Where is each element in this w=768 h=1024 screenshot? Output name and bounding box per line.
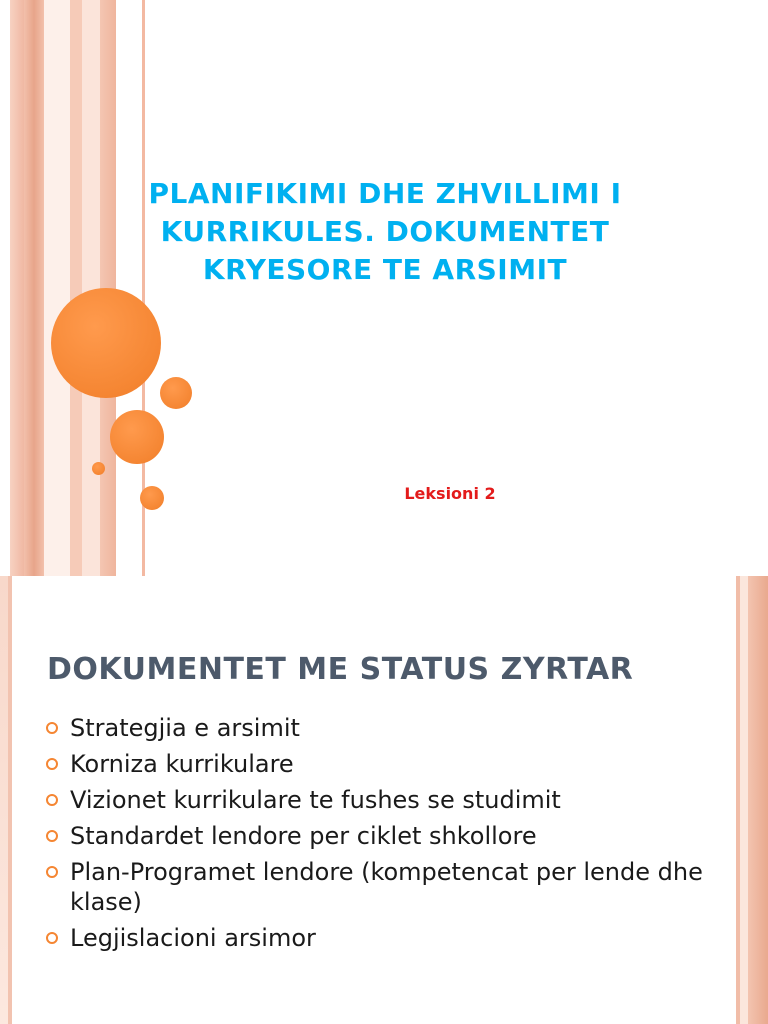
circle-bullet-icon	[46, 758, 58, 770]
list-item	[45, 713, 725, 743]
list-item	[45, 857, 725, 917]
decorative-circle-medium	[110, 410, 164, 464]
slide-title: DOKUMENTET ME STATUS ZYRTAR	[47, 652, 634, 687]
circle-bullet-icon	[46, 932, 58, 944]
circle-bullet-icon	[46, 830, 58, 842]
slide-title: PLANIFIKIMI DHE ZHVILLIMI I KURRIKULES. DOKUMENTET KRYESORE TE ARSIMIT	[148, 177, 622, 286]
circle-bullet-icon	[46, 794, 58, 806]
list-item-text: Standardet lendore per ciklet shkollore	[70, 822, 537, 850]
decorative-band	[0, 576, 8, 1024]
decorative-band	[748, 576, 768, 1024]
list-item-text: Plan-Programet lendore (kompetencat per lende dhe klase)	[70, 858, 703, 916]
circle-bullet-icon	[46, 722, 58, 734]
decorative-band	[24, 0, 44, 576]
list-item	[45, 785, 725, 815]
decorative-circle-large	[51, 288, 161, 398]
list-item-text: Strategjia e arsimit	[70, 714, 300, 742]
list-item	[45, 749, 725, 779]
decorative-band	[740, 576, 748, 1024]
slide-subtitle: Leksioni 2	[404, 484, 496, 503]
list-item-text: Korniza kurrikulare	[70, 750, 294, 778]
list-item	[45, 821, 725, 851]
decorative-band	[10, 0, 24, 576]
decorative-circle-small	[160, 377, 192, 409]
circle-bullet-icon	[46, 866, 58, 878]
decorative-circle-tiny	[92, 462, 105, 475]
decorative-band	[44, 0, 70, 576]
list-item-text: Vizionet kurrikulare te fushes se studimit	[70, 786, 561, 814]
bullet-list	[45, 713, 725, 959]
decorative-circle-small	[140, 486, 164, 510]
content-slide	[0, 576, 768, 1024]
list-item-text: Legjislacioni arsimor	[70, 924, 316, 952]
decorative-band	[8, 576, 12, 1024]
decorative-band	[70, 0, 82, 576]
list-item	[45, 923, 725, 953]
